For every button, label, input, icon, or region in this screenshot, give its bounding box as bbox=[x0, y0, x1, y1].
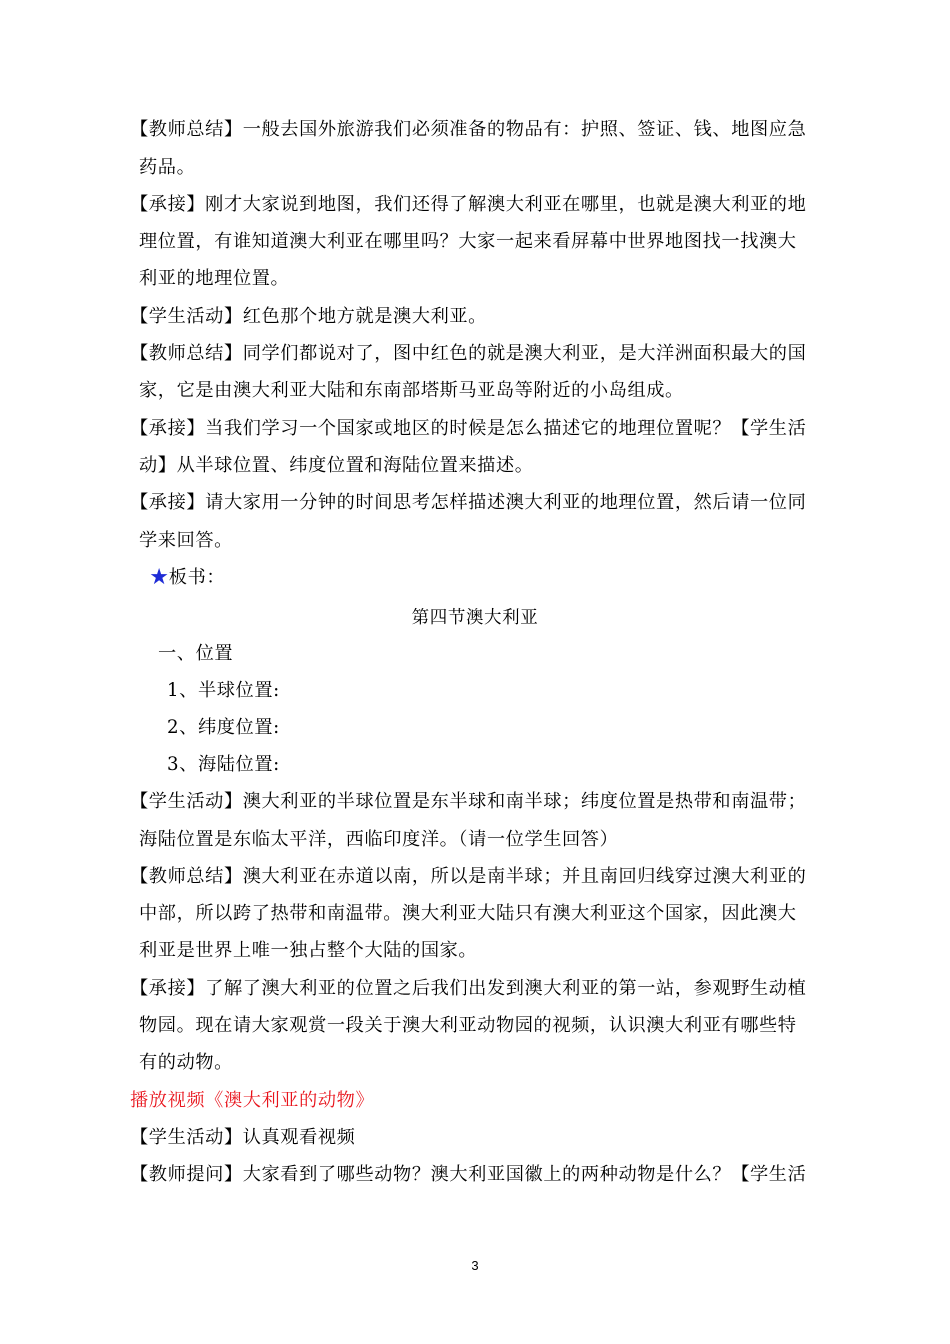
text-line: 【学生活动】红色那个地方就是澳大利亚。 bbox=[130, 306, 487, 327]
text-line: 【承接】当我们学习一个国家或地区的时候是怎么描述它的地理位置呢？【学生活 bbox=[130, 418, 807, 439]
text-line: 【教师总结】同学们都说对了，图中红色的就是澳大利亚，是大洋洲面积最大的国 bbox=[130, 343, 807, 364]
text-line: 【承接】刚才大家说到地图，我们还得了解澳大利亚在哪里，也就是澳大利亚的地 bbox=[130, 194, 807, 215]
board-item: 2、纬度位置: bbox=[167, 717, 280, 738]
star-icon: ★ bbox=[150, 567, 169, 588]
text-line: 中部，所以跨了热带和南温带。澳大利亚大陆只有澳大利亚这个国家，因此澳大 bbox=[139, 903, 797, 924]
text-line: 有的动物。 bbox=[139, 1052, 233, 1073]
text-line: 【教师总结】一般去国外旅游我们必须准备的物品有：护照、签证、钱、地图应急 bbox=[130, 119, 807, 140]
text-line: 家，它是由澳大利亚大陆和东南部塔斯马亚岛等附近的小岛组成。 bbox=[139, 380, 684, 401]
text-line: 【承接】请大家用一分钟的时间思考怎样描述澳大利亚的地理位置，然后请一位同 bbox=[130, 492, 807, 513]
text-line: 药品。 bbox=[139, 157, 196, 178]
board-item: 1、半球位置: bbox=[167, 680, 280, 701]
text-line: 利亚的地理位置。 bbox=[139, 268, 290, 289]
board-section: 一、位置 bbox=[158, 643, 234, 664]
board-title: 第四节澳大利亚 bbox=[411, 608, 539, 628]
text-line: 物园。现在请大家观赏一段关于澳大利亚动物园的视频，认识澳大利亚有哪些特 bbox=[139, 1015, 797, 1036]
text-line: 海陆位置是东临太平洋，西临印度洋。（请一位学生回答） bbox=[139, 829, 619, 850]
text-line: 【教师提问】大家看到了哪些动物？澳大利亚国徽上的两种动物是什么？【学生活 bbox=[130, 1164, 807, 1185]
text-line: 【学生活动】认真观看视频 bbox=[130, 1127, 356, 1148]
board-heading bbox=[150, 566, 225, 590]
text-line: 动】从半球位置、纬度位置和海陆位置来描述。 bbox=[139, 455, 534, 476]
text-line: 【学生活动】澳大利亚的半球位置是东半球和南半球；纬度位置是热带和南温带； bbox=[130, 791, 807, 812]
text-line: 【承接】了解了澳大利亚的位置之后我们出发到澳大利亚的第一站，参观野生动植 bbox=[130, 978, 807, 999]
text-line: 【教师总结】澳大利亚在赤道以南，所以是南半球；并且南回归线穿过澳大利亚的 bbox=[130, 866, 807, 887]
page-number: 3 bbox=[471, 1258, 479, 1273]
text-line: 学来回答。 bbox=[139, 530, 233, 551]
text-line: 理位置，有谁知道澳大利亚在哪里吗？大家一起来看屏幕中世界地图找一找澳大 bbox=[139, 231, 797, 252]
text-line: 利亚是世界上唯一独占整个大陆的国家。 bbox=[139, 940, 478, 961]
board-label: 板书： bbox=[168, 567, 226, 588]
board-item: 3、海陆位置: bbox=[167, 754, 280, 775]
video-instruction: 播放视频《澳大利亚的动物》 bbox=[130, 1090, 375, 1111]
